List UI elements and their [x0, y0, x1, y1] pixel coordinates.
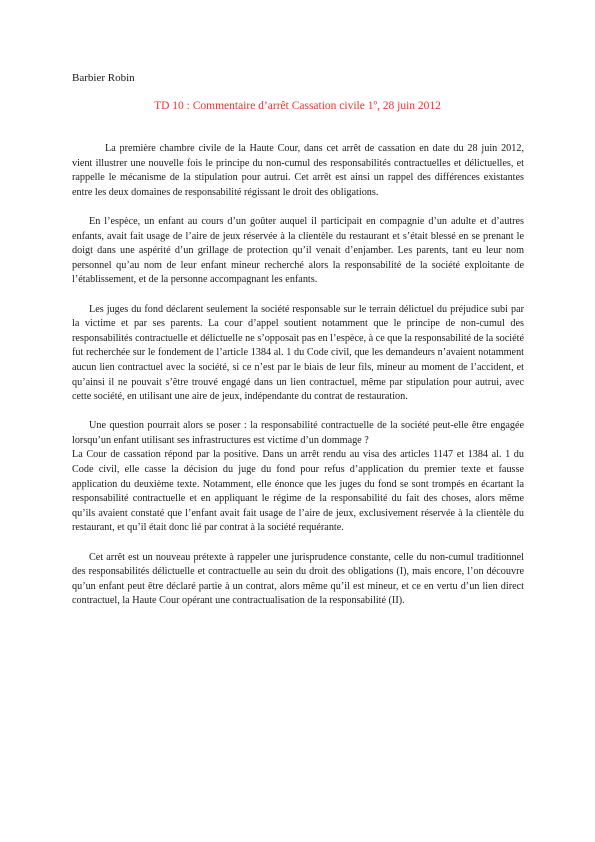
paragraph-solution: La Cour de cassation répond par la positive. Dans un arrêt rendu au visa des articles 1147 et 1384 al. 1 du Code civil, elle casse la décision du juge du fond pour refus d’application du premier texte et fausse application du deuxième texte. Notamment, elle énonce que les juges du fond se sont trompés en écartant la responsabilité contractuelle et en appliquant le régime de la responsabilité du fait des choses, alors même qu’ils avaient constaté que l’enfant avait fait usage de l’aire de jeux, exclusivement réservée à la clientèle du restaurant, et qu’il était donc lié par contrat à la société requérante. [72, 449, 524, 534]
paragraph-procedure: Les juges du fond déclarent seulement la société responsable sur le terrain délictuel du préjudice subi par la victime et par ses parents. La cour d’appel soutient notamment que le principe de non-cumul des responsabilités contractuelle et délictuelle ne s’opposait pas en l’espèce, à ce que la responsabilité de la société fut recherchée sur le fondement de l’article 1384 al. 1 du Code civil, que les demandeurs n’avaient notamment aucun lien contractuel avec la société, si ce n’est par le biais de leur fils, mineur au moment de l’accident, et qu’ainsi il ne pouvait s’être trouvé engagé dans un lien contractuel, même par stipulation pour autrui, avec cette société, en utilisant une aire de jeux, indépendante du contrat de restauration. [72, 303, 524, 403]
paragraph-legal-question: Une question pourrait alors se poser : la responsabilité contractuelle de la société peut-elle être engagée lorsqu’un enfant utilisant ses infrastructures est victime d’un dommage ? [72, 420, 524, 446]
document-title: TD 10 : Commentaire d’arrêt Cassation civile 1º, 28 juin 2012 [154, 100, 441, 112]
paragraph-introduction: La première chambre civile de la Haute Cour, dans cet arrêt de cassation en date du 28 juin 2012, vient illustrer une nouvelle fois le principe du non-cumul des responsabilités contractuelles et délictuelles, et rappelle le mécanisme de la stipulation pour autrui. Cet arrêt est ainsi un rappel des différences existantes entre les deux domaines de responsabilité régissant le droit des obligations. [72, 143, 524, 198]
author-name: Barbier Robin [72, 72, 135, 84]
document-body [72, 142, 524, 624]
paragraph-facts: En l’espèce, un enfant au cours d’un goûter auquel il participait en compagnie d’un adulte et d’autres enfants, avait fait usage de l’aire de jeux réservée à la clientèle du restaurant et s’était blessé en se prenant le doigt dans une aspérité d’un grillage de protection qu’il venait d’enjamber. Les parents, tant eu leur nom personnel qu’au nom de leur enfant mineur recherché alors la responsabilité de la société exploitante de l’établissement, et de la personne accompagnant les enfants. [72, 215, 524, 286]
paragraph-announcement: Cet arrêt est un nouveau prétexte à rappeler une jurisprudence constante, celle du non-cumul traditionnel des responsabilités délictuelle et contractuelle au sein du droit des obligations (I), mais encore, l’on découvre qu’un enfant peut être déclaré partie à un contrat, alors même qu’il est mineur, et ce en vertu d’un lien direct contractuel, la Haute Cour opérant une contractualisation de la responsabilité (II). [72, 551, 524, 607]
